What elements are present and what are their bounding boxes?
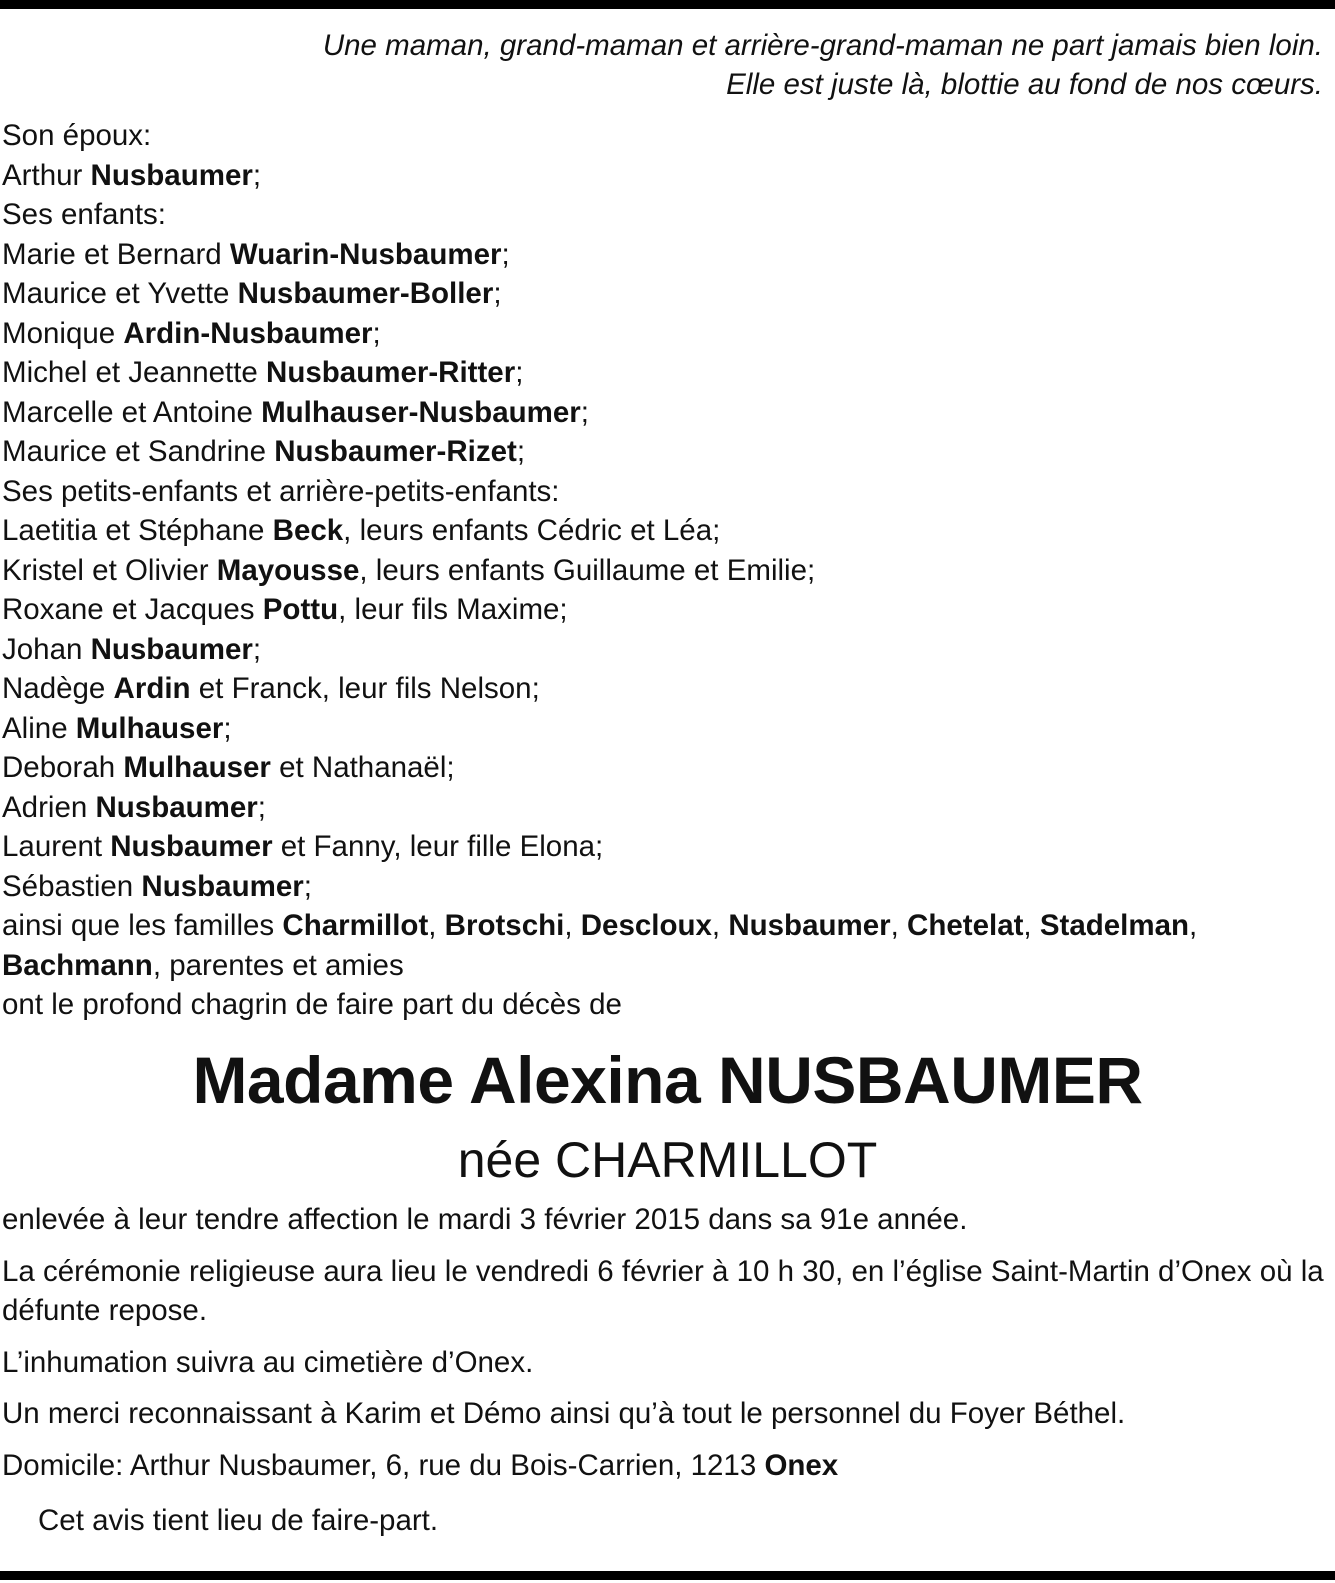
burial-text: L’inhumation suivra au cimetière d’Onex.	[2, 1345, 534, 1379]
spouse-heading: Son époux:	[2, 119, 152, 152]
grandchild-line: Nadège Ardin et Franck, leur fils Nelson;	[2, 672, 540, 705]
children-heading: Ses enfants:	[2, 198, 166, 231]
top-border-rule	[0, 0, 1335, 9]
extended-families: ainsi que les familles Charmillot, Brotschi, Descloux, Nusbaumer, Chetelat, Stadelman, Bachmann, parentes et amies	[2, 909, 1198, 982]
grandchild-line: Laurent Nusbaumer et Fanny, leur fille Elona;	[2, 830, 604, 863]
grandchild-line: Deborah Mulhauser et Nathanaël;	[2, 751, 455, 784]
grandchild-line: Roxane et Jacques Pottu, leur fils Maxime;	[2, 593, 568, 626]
ceremony-text: La cérémonie religieuse aura lieu le vendredi 6 février à 10 h 30, en l’église Saint-Martin d’Onex où la défunte repose.	[2, 1254, 1324, 1327]
grandchild-line: Kristel et Olivier Mayousse, leurs enfants Guillaume et Emilie;	[2, 553, 816, 587]
spouse-line: Arthur Nusbaumer;	[2, 158, 262, 192]
details-section	[2, 1200, 1332, 1497]
child-line: Marcelle et Antoine Mulhauser-Nusbaumer;	[2, 395, 589, 429]
grandchildren-heading: Ses petits-enfants et arrière-petits-enfants:	[2, 474, 560, 508]
grandchild-line: Sébastien Nusbaumer;	[2, 869, 312, 903]
announcement: ont le profond chagrin de faire part du décès de	[2, 988, 622, 1021]
grandchild-line: Aline Mulhauser;	[2, 711, 232, 745]
bottom-border-rule	[0, 1571, 1335, 1580]
maiden-name: née CHARMILLOT	[457, 1132, 878, 1188]
epigraph-line-1: Une maman, grand-maman et arrière-grand-maman ne part jamais bien loin.	[322, 29, 1323, 62]
epigraph	[323, 26, 1323, 104]
closing-note: Cet avis tient lieu de faire-part.	[38, 1504, 439, 1537]
child-line: Maurice et Yvette Nusbaumer-Boller;	[2, 277, 502, 310]
epigraph-line-2: Elle est juste là, blottie au fond de nos cœurs.	[726, 68, 1323, 101]
domicile-text: Domicile: Arthur Nusbaumer, 6, rue du Bois-Carrien, 1213 Onex	[2, 1448, 839, 1482]
grandchild-line: Laetitia et Stéphane Beck, leurs enfants Cédric et Léa;	[2, 514, 721, 547]
child-line: Maurice et Sandrine Nusbaumer-Rizet;	[2, 435, 526, 468]
child-line: Michel et Jeannette Nusbaumer-Ritter;	[2, 356, 524, 389]
child-line: Monique Ardin-Nusbaumer;	[2, 316, 381, 350]
family-list	[2, 116, 1332, 1025]
grandchild-line: Johan Nusbaumer;	[2, 632, 262, 666]
grandchild-line: Adrien Nusbaumer;	[2, 790, 266, 824]
thanks-text: Un merci reconnaissant à Karim et Démo ainsi qu’à tout le personnel du Foyer Béthel.	[2, 1397, 1126, 1430]
child-line: Marie et Bernard Wuarin-Nusbaumer;	[2, 237, 510, 271]
passing-text: enlevée à leur tendre affection le mardi 3 février 2015 dans sa 91e année.	[2, 1203, 968, 1236]
deceased-name: Madame Alexina NUSBAUMER	[192, 1043, 1143, 1117]
